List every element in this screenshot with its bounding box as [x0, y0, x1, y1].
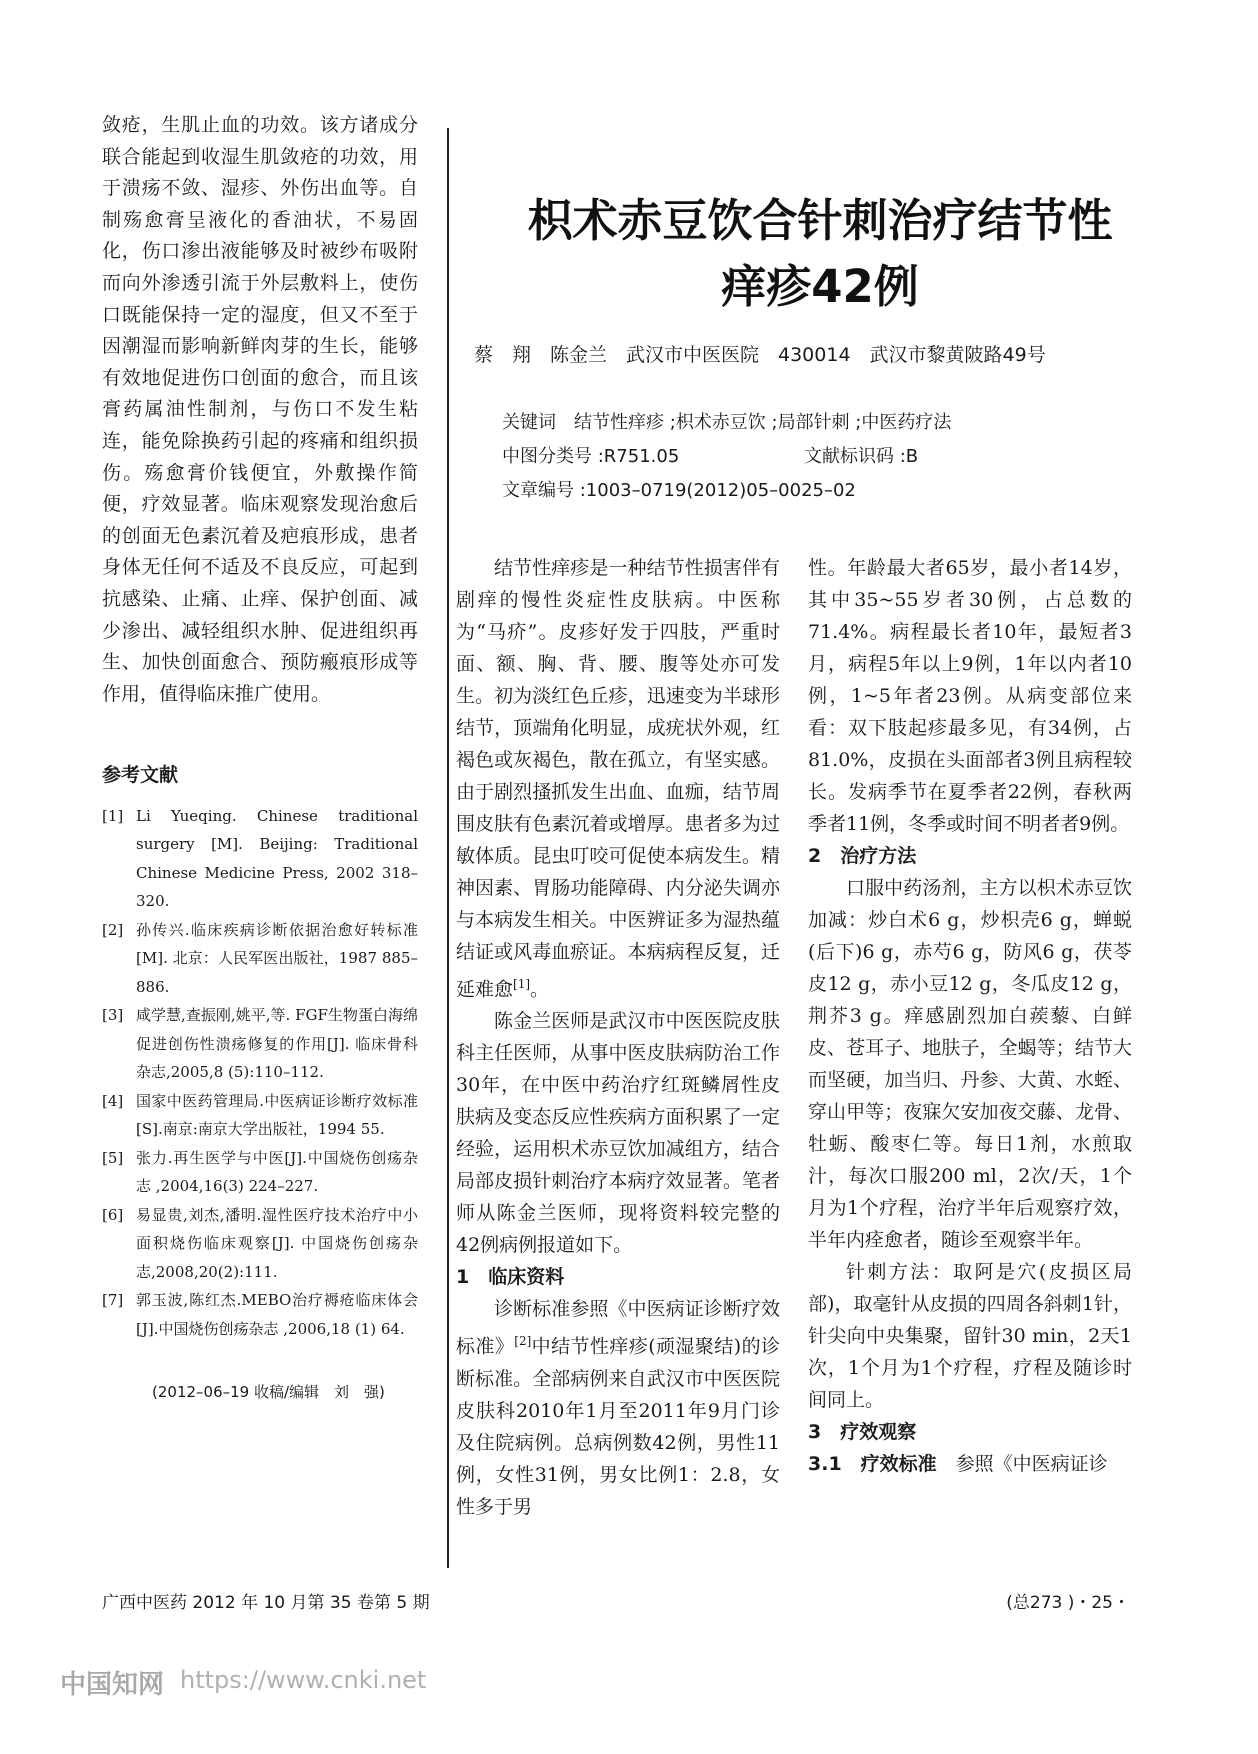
doctor-paragraph: 陈金兰医师是武汉市中医医院皮肤科主任医师，从事中医皮肤病防治工作30年，在中医中药治疗红斑鳞屑性皮肤病及变态反应性疾病方面积累了一定经验，运用枳术赤豆饮加减组方，结合局部皮损针刺治疗本病疗效显著。笔者师从陈金兰医师，现将资料较完整的42例病例报道如下。	[456, 1010, 780, 1257]
reference-number: [1]	[102, 806, 124, 825]
cnki-url[interactable]: https://www.cnki.net	[180, 1666, 427, 1694]
section-heading: 2 治疗方法	[808, 845, 917, 867]
citation: [1]	[513, 977, 531, 991]
reference-item	[102, 1201, 418, 1287]
article-title	[460, 188, 1180, 320]
intro-paragraph: 结节性痒疹是一种结节性损害伴有剧痒的慢性炎症性皮肤病。中医称为“马疥”。皮疹好发于四肢，严重时面、额、胸、背、腰、腹等处亦可发生。初为淡红色丘疹，迅速变为半球形结节，顶端角化明显，成疣状外观，红褐色或灰褐色，散在孤立，有坚实感。由于剧烈搔抓发生出血、血痂，结节周围皮肤有色素沉着或增厚。患者多为过敏体质。昆虫叮咬可促使本病发生。精神因素、胃肠功能障碍、内分泌失调亦与本病发生相关。中医辨证多为湿热蕴结证或风毒血瘀证。本病病程反复，迁延难愈[1]。	[456, 557, 780, 1001]
left-column	[102, 110, 418, 1409]
cnki-logo: 中国知网	[60, 1670, 165, 1700]
reference-text: 国家中医药管理局.中医病证诊断疗效标准[S].南京:南京大学出版社，1994 55.	[136, 1091, 418, 1139]
reference-number: [2]	[102, 920, 124, 939]
references-list	[102, 802, 418, 1344]
reference-item	[102, 802, 418, 916]
received-note: (2012–06–19 收稿/编辑 刘 强)	[152, 1383, 385, 1402]
keywords: 关键词 结节性痒疹 ;枳术赤豆饮 ;局部针刺 ;中医药疗法	[502, 412, 952, 433]
section-heading: 3 疗效观察	[808, 1421, 917, 1443]
reference-item	[102, 1286, 418, 1343]
closing-paragraph: 敛疮，生肌止血的功效。该方诸成分联合能起到收湿生肌敛疮的功效，用于溃疡不敛、湿疹、外伤出血等。自制殇愈膏呈液化的香油状，不易固化，伤口渗出液能够及时被纱布吸附而向外渗透引流于外层敷料上，使伤口既能保持一定的湿度，但又不至于因潮湿而影响新鲜肉芽的生长，能够有效地促进伤口创面的愈合，而且该膏药属油性制剂，与伤口不发生粘连，能免除换药引起的疼痛和组织损伤。殇愈膏价钱便宜，外敷操作简便，疗效显著。临床观察发现治愈后的创面无色素沉着及疤痕形成，患者身体无任何不适及不良反应，可起到抗感染、止痛、止痒、保护创面、减少渗出、减轻组织水肿、促进组织再生、加快创面愈合、预防瘢痕形成等作用，值得临床推广使用。	[102, 114, 418, 705]
reference-number: [4]	[102, 1091, 124, 1110]
title-line-1: 枳术赤豆饮合针刺治疗结节性	[527, 194, 1113, 247]
criteria-paragraph: 3.1 疗效标准 参照《中医病证诊	[808, 1453, 1108, 1475]
acupuncture-paragraph: 针刺方法：取阿是穴(皮损区局部)，取毫针从皮损的四周各斜刺1针，针尖向中央集聚，留针30 min，2天1次，1个月为1个疗程，疗程及随诊时间同上。	[808, 1261, 1132, 1411]
reference-number: [5]	[102, 1148, 124, 1167]
subsection-heading: 3.1 疗效标准	[808, 1453, 937, 1475]
reference-number: [3]	[102, 1006, 124, 1025]
body-column-2	[808, 552, 1132, 1480]
references-title: 参考文献	[102, 764, 179, 787]
title-line-2: 痒疹42例	[721, 260, 919, 313]
article-number: 文章编号 :1003–0719(2012)05–0025–02	[502, 480, 856, 501]
reference-text: 张力.再生医学与中医[J].中国烧伤创疡杂志 ,2004,16(3) 224–227.	[136, 1148, 418, 1196]
reference-text: Li Yueqing. Chinese traditional surgery [M]. Beijing: Traditional Chinese Medicine Press, 2002 318–320.	[136, 806, 418, 911]
reference-number: [7]	[102, 1291, 124, 1310]
reference-text: 咸学慧,查振刚,姚平,等. FGF生物蛋白海绵促进创伤性溃疡修复的作用[J]. 临床骨科杂志,2005,8 (5):110–112.	[136, 1006, 418, 1082]
reference-item	[102, 1144, 418, 1201]
page-number: (总273 )・25・	[1006, 1593, 1130, 1613]
reference-item	[102, 1001, 418, 1087]
clinical-data-continued: 性。年龄最大者65岁，最小者14岁，其中35~55岁者30例，占总数的71.4%。病程最长者10年，最短者3月，病程5年以上9例，1年以内者10例，1~5年者23例。从病变部位来看：双下肢起疹最多见，有34例，占81.0%，皮损在头面部者3例且病程较长。发病季节在夏季者22例，春秋两季者11例，冬季或时间不明者者9例。	[808, 557, 1132, 835]
column-divider	[447, 128, 449, 1568]
reference-text: 孙传兴.临床疾病诊断依据治愈好转标准[M]. 北京：人民军医出版社，1987 885–886.	[136, 920, 418, 996]
clinical-data-paragraph: 诊断标准参照《中医病证诊断疗效标准》[2]中结节性痒疹(顽湿聚结)的诊断标准。全部病例来自武汉市中医医院皮肤科2010年1月至2011年9月门诊及住院病例。总病例数42例，男性11例，女性31例，男女比例1：2.8，女性多于男	[456, 1298, 780, 1518]
reference-number: [6]	[102, 1205, 124, 1224]
journal-footer: 广西中医药 2012 年 10 月第 35 卷第 5 期	[102, 1593, 430, 1613]
reference-item	[102, 916, 418, 1002]
treatment-paragraph: 口服中药汤剂，主方以枳术赤豆饮加减：炒白术6 g，炒枳壳6 g，蝉蜕(后下)6 g，赤芍6 g，防风6 g，茯苓皮12 g，赤小豆12 g，冬瓜皮12 g，荆芥3 g。痒感剧烈加白蒺藜、白鲜皮、苍耳子、地肤子，全蝎等；结节大而坚硬，加当归、丹参、大黄、水蛭、穿山甲等；夜寐欠安加夜交藤、龙骨、牡蛎、酸枣仁等。每日1剂，水煎取汁，每次口服200 ml，2次/天，1个月为1个疗程，治疗半年后观察疗效，半年内痊愈者，随诊至观察半年。	[808, 877, 1132, 1251]
reference-text: 郭玉波,陈红杰.MEBO治疗褥疮临床体会[J].中国烧伤创疡杂志 ,2006,18 (1) 64.	[136, 1291, 418, 1338]
body-column-1	[456, 552, 780, 1523]
reference-text: 易显贵,刘杰,潘明.湿性医疗技术治疗中小面积烧伤临床观察[J]. 中国烧伤创疡杂志,2008,20(2):111.	[136, 1205, 418, 1281]
document-code: 文献标识码 :B	[804, 446, 919, 467]
section-heading: 1 临床资料	[456, 1266, 565, 1289]
authors-line: 蔡 翔 陈金兰 武汉市中医医院 430014 武汉市黎黄陂路49号	[474, 344, 1046, 366]
reference-item	[102, 1087, 418, 1144]
clc-number: 中图分类号 :R751.05	[502, 446, 680, 467]
citation: [2]	[514, 1334, 532, 1349]
